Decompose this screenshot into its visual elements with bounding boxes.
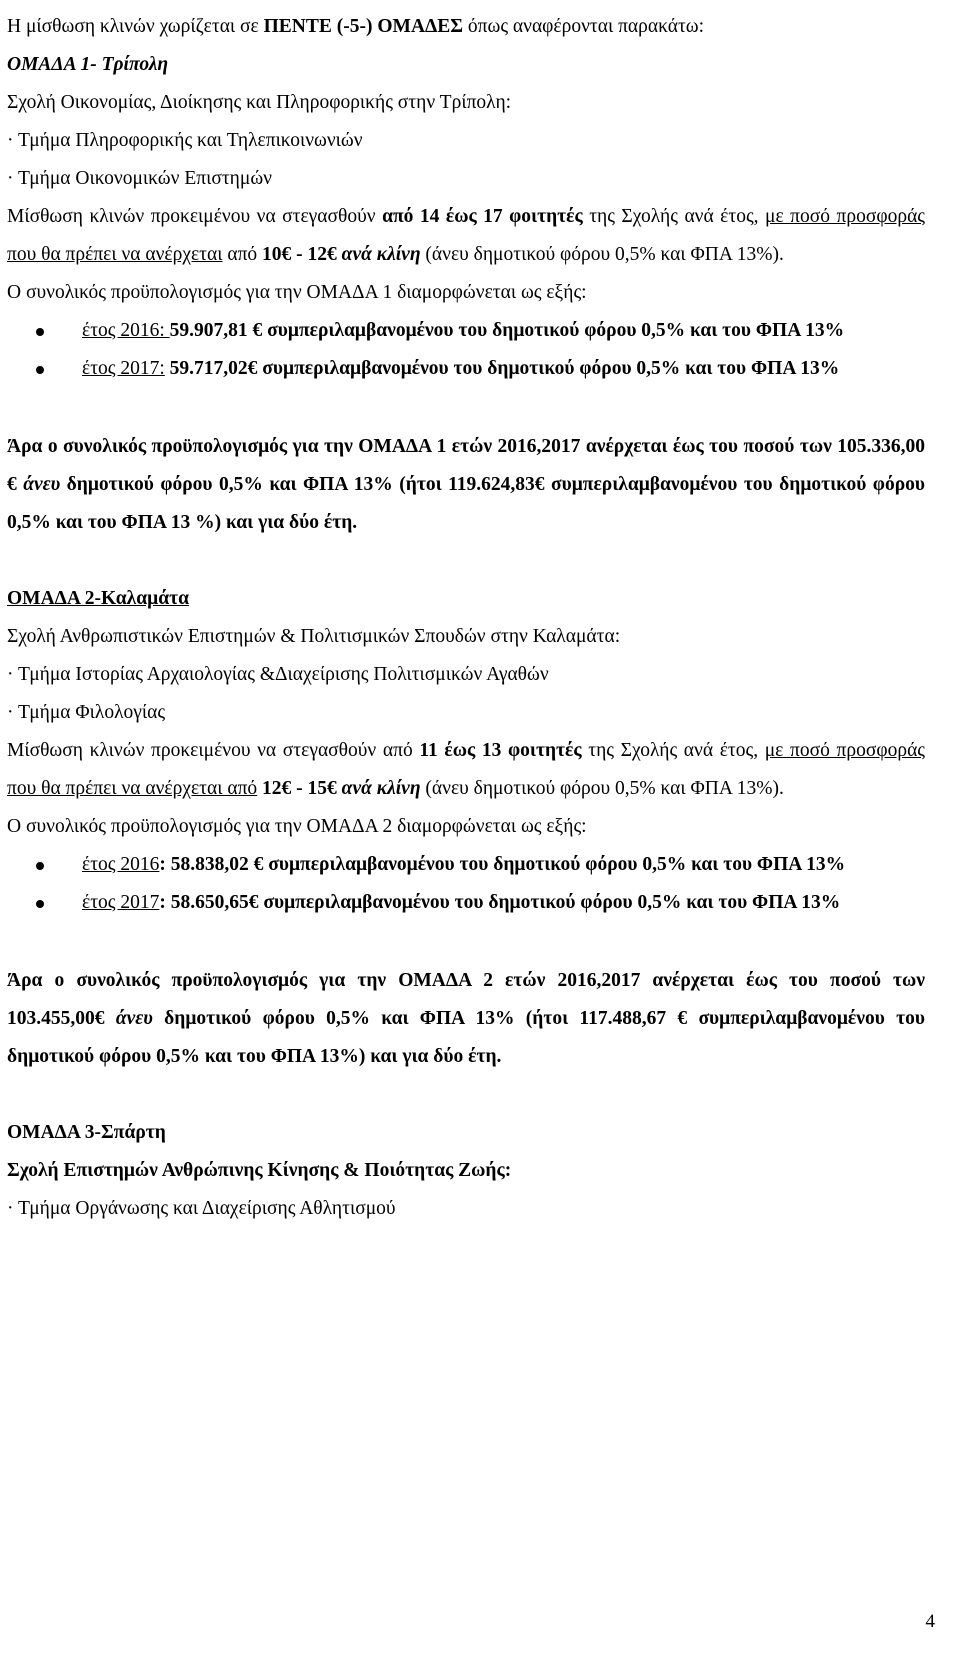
group1-total: Άρα ο συνολικός προϋπολογισμός για την ΟΜΑΔΑ 1 ετών 2016,2017 ανέρχεται έως του ποσού των 105.336,00 € άνευ δημοτικού φόρου 0,5% και ΦΠΑ 13% (ήτοι 119.624,83€ συμπεριλαμβανομένου του δημοτικού φόρου 0,5% και του ΦΠΑ 13 %) και για δύο έτη. xyxy=(7,436,926,533)
group2-total: Άρα ο συνολικός προϋπολογισμός για την ΟΜΑΔΑ 2 ετών 2016,2017 ανέρχεται έως του ποσού των 103.455,00€ άνευ δημοτικού φόρου 0,5% και ΦΠΑ 13% (ήτοι 117.488,67 € συμπεριλαμβανομένου του δημοτικού φόρου 0,5% και του ΦΠΑ 13%) και για δύο έτη. xyxy=(7,970,926,1067)
list-item xyxy=(7,884,925,922)
group3-department-1: · Τμήμα Οργάνωσης και Διαχείρισης Αθλητισμού xyxy=(7,1198,396,1219)
group2-underlined-text: με ποσό προσφοράς που θα πρέπει να ανέρχεται από xyxy=(7,740,926,799)
group1-title: ΟΜΑΔΑ 1- Τρίπολη xyxy=(7,54,169,75)
group2-student-count: 11 έως 13 φοιτητές xyxy=(419,740,582,761)
document-page xyxy=(7,8,925,1228)
bullet-icon xyxy=(36,366,44,374)
list-item xyxy=(7,846,925,884)
group1-per-bed: ανά κλίνη xyxy=(341,244,421,265)
group2-department-1: · Τμήμα Ιστορίας Αρχαιολογίας &Διαχείρισης Πολιτισμικών Αγαθών xyxy=(7,664,549,685)
group2-school: Σχολή Ανθρωπιστικών Επιστημών & Πολιτισμικών Σπουδών στην Καλαμάτα: xyxy=(7,626,621,647)
list-item xyxy=(7,312,925,350)
group3-title: ΟΜΑΔΑ 3-Σπάρτη xyxy=(7,1122,166,1143)
group2-year-2017-label: έτος 2017 xyxy=(82,892,160,913)
group2-year-2016-label: έτος 2016 xyxy=(82,854,160,875)
intro-paragraph xyxy=(7,8,925,46)
group1-budget-intro: Ο συνολικός προϋπολογισμός για την ΟΜΑΔΑ 1 διαμορφώνεται ως εξής: xyxy=(7,282,587,303)
group1-description: Μίσθωση κλινών προκειμένου να στεγασθούν από 14 έως 17 φοιτητές της Σχολής ανά έτος, με ποσό προσφοράς που θα πρέπει να ανέρχεται από 10€ - 12€ ανά κλίνη (άνευ δημοτικού φόρου 0,5% και ΦΠΑ 13%). xyxy=(7,206,926,265)
group2-year-2017-value: : 58.650,65€ συμπεριλαμβανομένου του δημοτικού φόρου 0,5% και του ΦΠΑ 13% xyxy=(159,892,841,913)
spacer xyxy=(7,922,925,962)
group1-budget-list xyxy=(7,312,925,388)
spacer xyxy=(7,388,925,428)
intro-text-end: όπως αναφέρονται παρακάτω: xyxy=(463,16,705,37)
group1-department-1: · Τμήμα Πληροφορικής και Τηλεπικοινωνιών xyxy=(7,130,363,151)
page-number: 4 xyxy=(925,1611,935,1632)
group1-underlined-text: με ποσό προσφοράς που θα πρέπει να ανέρχεται xyxy=(7,206,926,265)
intro-text: Η μίσθωση κλινών χωρίζεται σε xyxy=(7,16,264,37)
group1-student-count: από 14 έως 17 φοιτητές xyxy=(382,206,583,227)
group3-school: Σχολή Επιστημών Ανθρώπινης Κίνησης & Ποιότητας Ζωής: xyxy=(7,1160,512,1181)
group1-year-2017-label: έτος 2017: xyxy=(82,358,165,379)
group2-year-2016-value: : 58.838,02 € συμπεριλαμβανομένου του δημοτικού φόρου 0,5% και του ΦΠΑ 13% xyxy=(159,854,846,875)
group1-price-range: 10€ - 12€ xyxy=(262,244,337,265)
bullet-icon xyxy=(36,900,44,908)
spacer xyxy=(7,542,925,580)
group2-department-2: · Τμήμα Φιλολογίας xyxy=(7,702,166,723)
group2-description: Μίσθωση κλινών προκειμένου να στεγασθούν από 11 έως 13 φοιτητές της Σχολής ανά έτος, με ποσό προσφοράς που θα πρέπει να ανέρχεται από 12€ - 15€ ανά κλίνη (άνευ δημοτικού φόρου 0,5% και ΦΠΑ 13%). xyxy=(7,740,926,799)
group2-title: ΟΜΑΔΑ 2-Καλαμάτα xyxy=(7,588,189,609)
bullet-icon xyxy=(36,862,44,870)
list-item xyxy=(7,350,925,388)
group1-department-2: · Τμήμα Οικονομικών Επιστημών xyxy=(7,168,272,189)
group2-budget-list xyxy=(7,846,925,922)
group2-price-range: 12€ - 15€ xyxy=(262,778,337,799)
bullet-icon xyxy=(36,328,44,336)
group1-year-2017-value: 59.717,02€ συμπεριλαμβανομένου του δημοτικού φόρου 0,5% και του ΦΠΑ 13% xyxy=(164,358,840,379)
group1-year-2016-label: έτος 2016: xyxy=(82,320,170,341)
intro-groups-count: ΠΕΝΤΕ (-5-) ΟΜΑΔΕΣ xyxy=(263,16,464,37)
spacer xyxy=(7,1076,925,1114)
group2-budget-intro: Ο συνολικός προϋπολογισμός για την ΟΜΑΔΑ 2 διαμορφώνεται ως εξής: xyxy=(7,816,587,837)
group2-per-bed: ανά κλίνη xyxy=(341,778,421,799)
group1-year-2016-value: 59.907,81 € συμπεριλαμβανομένου του δημοτικού φόρου 0,5% και του ΦΠΑ 13% xyxy=(169,320,845,341)
group1-school: Σχολή Οικονομίας, Διοίκησης και Πληροφορικής στην Τρίπολη: xyxy=(7,92,512,113)
